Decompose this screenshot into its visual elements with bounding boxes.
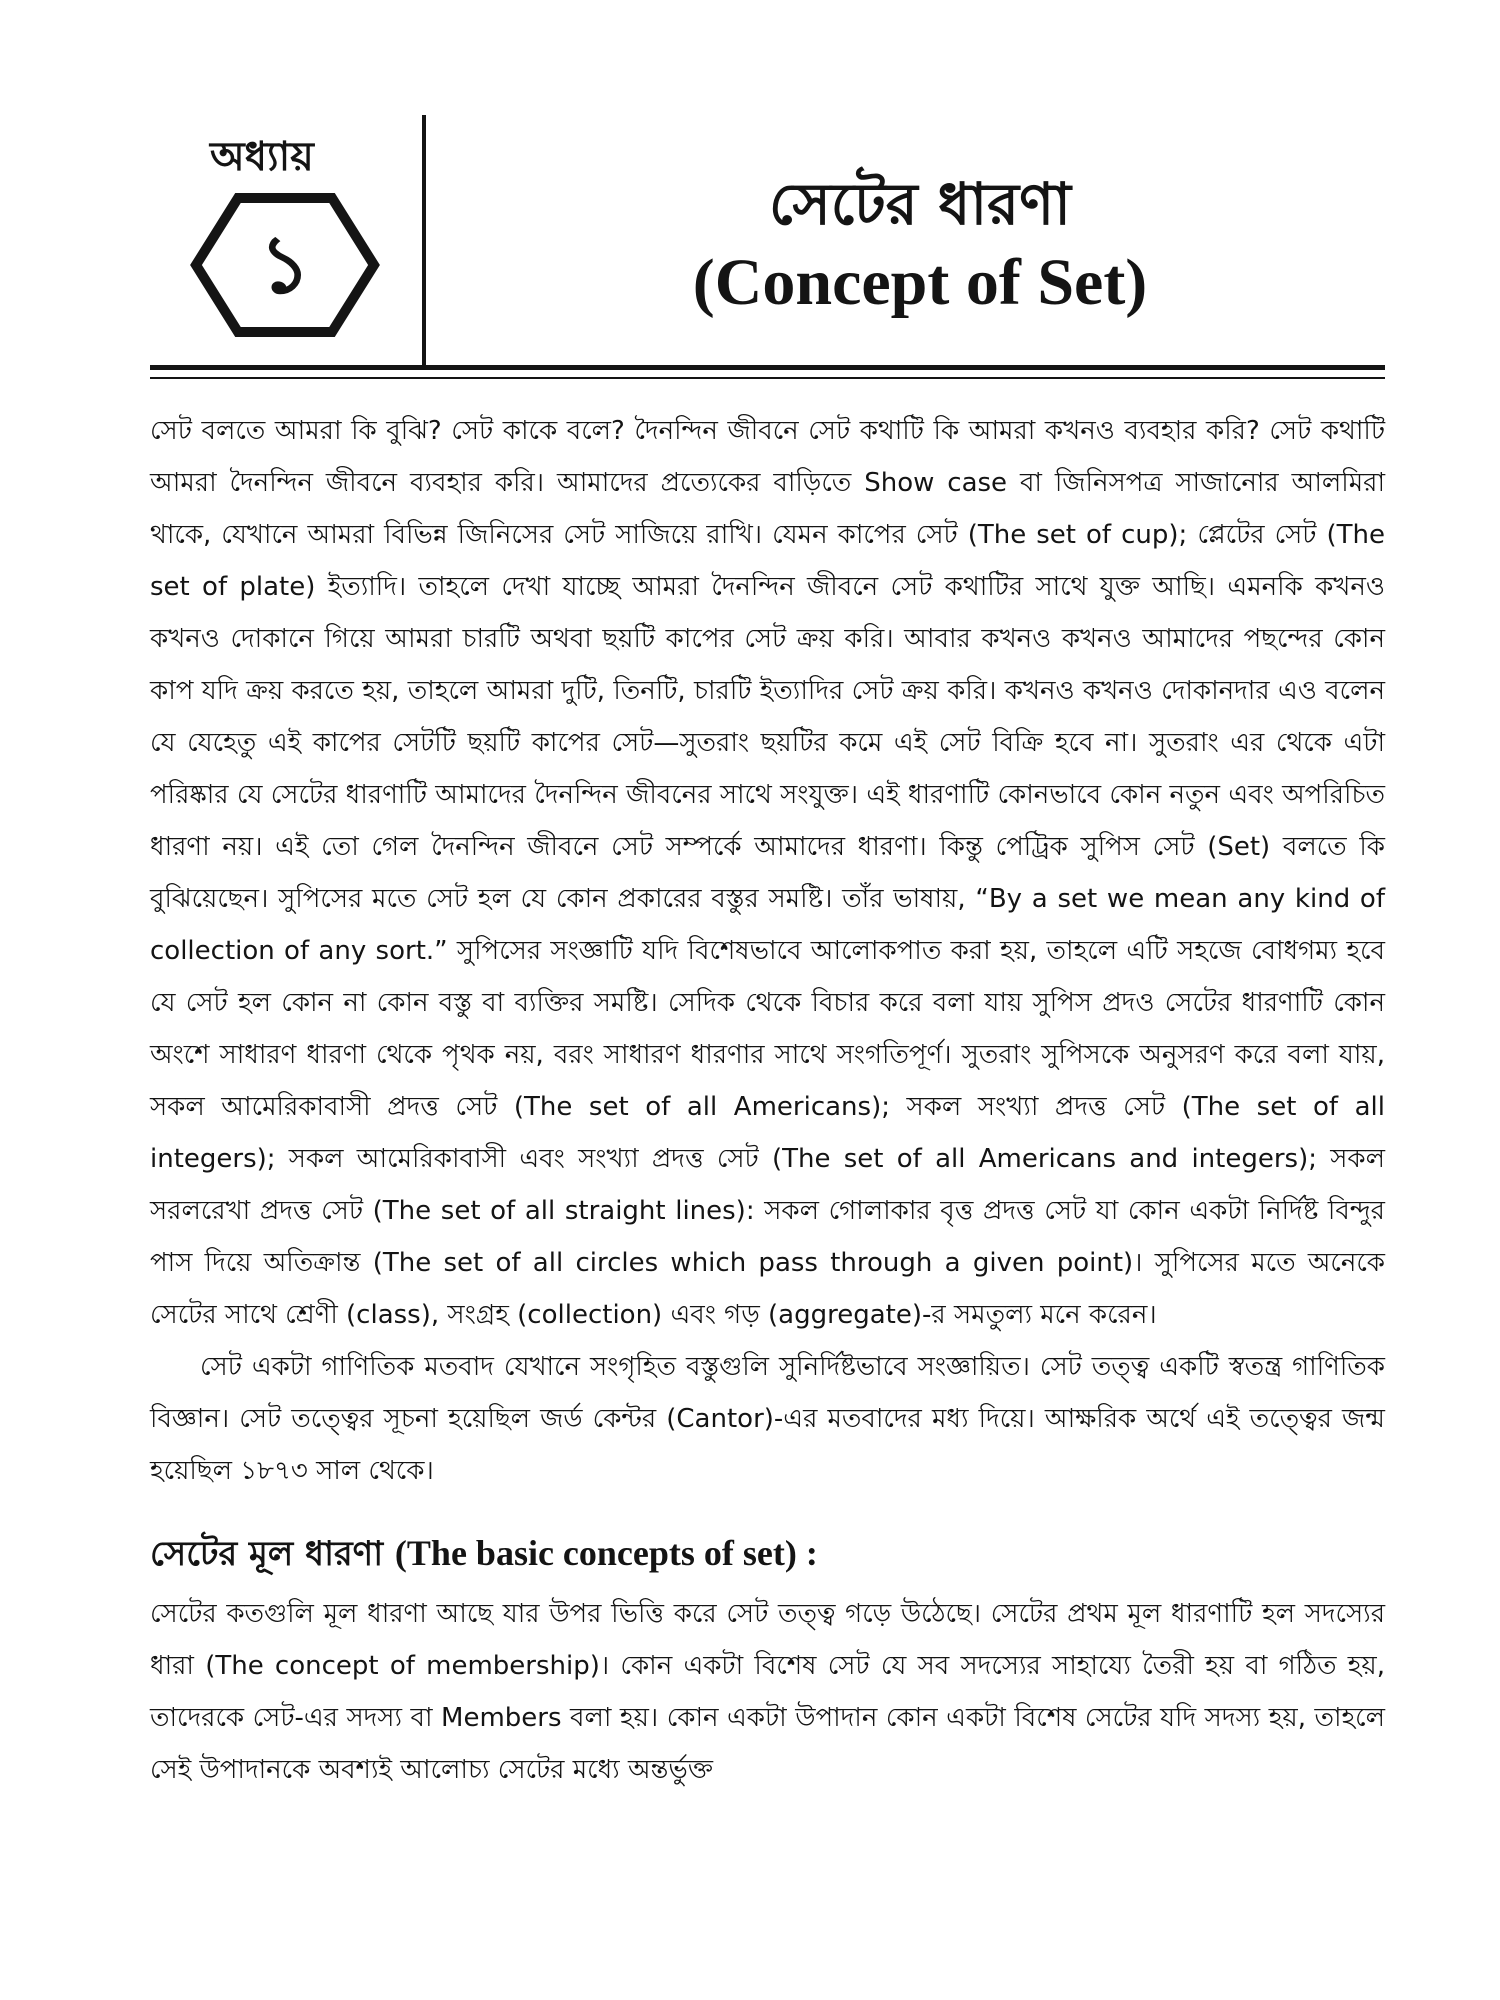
- chapter-label: অধ্যায়: [210, 133, 314, 180]
- chapter-title-english: (Concept of Set): [692, 246, 1148, 319]
- section-heading-bengali: সেটের মূল ধারণা: [150, 1534, 384, 1574]
- chapter-title-bengali: সেটের ধারণা: [769, 170, 1071, 238]
- chapter-number: ১: [259, 218, 311, 311]
- hexagon-chapter-badge: [190, 190, 380, 340]
- paragraph: সেটের কতগুলি মূল ধারণা আছে যার উপর ভিত্তি করে সেট তত্ত্ব গড়ে উঠেছে। সেটের প্রথম মূল ধারণাটি হল সদস্যের ধারা (The concept of membership)। কোন একটা বিশেষ সেট যে সব সদস্যের সাহায্যে তৈরী হয় বা গঠিত হয়, তাদেরকে সেট-এর সদস্য বা Members বলা হয়। কোন একটা উপাদান কোন একটা বিশেষ সেটের যদি সদস্য হয়, তাহলে সেই উপাদানকে অবশ্যই আলোচ্য সেটের মধ্যে অন্তর্ভুক্ত: [150, 1599, 1385, 1785]
- section-heading: [150, 1523, 1385, 1584]
- chapter-header: [150, 95, 1385, 365]
- header-vertical-divider: [422, 115, 426, 365]
- paragraph: সেট একটা গাণিতিক মতবাদ যেখানে সংগৃহিত বস্তুগুলি সুনির্দিষ্টভাবে সংজ্ঞায়িত। সেট তত্ত্ব একটি স্বতন্ত্র গাণিতিক বিজ্ঞান। সেট তত্ত্বের সূচনা হয়েছিল জর্ড কেন্টর (Cantor)-এর মতবাদের মধ্য দিয়ে। আক্ষরিক অর্থে এই তত্ত্বের জন্ম হয়েছিল ১৮৭৩ সাল থেকে।: [150, 1352, 1385, 1486]
- header-divider-thin: [150, 377, 1385, 379]
- paragraph: সেট বলতে আমরা কি বুঝি? সেট কাকে বলে? দৈনন্দিন জীবনে সেট কথাটি কি আমরা কখনও ব্যবহার করি? সেট কথাটি আমরা দৈনন্দিন জীবনে ব্যবহার করি। আমাদের প্রত্যেকের বাড়িতে Show case বা জিনিসপত্র সাজানোর আলমিরা থাকে, যেখানে আমরা বিভিন্ন জিনিসের সেট সাজিয়ে রাখি। যেমন কাপের সেট (The set of cup); প্লেটের সেট (The set of plate) ইত্যাদি। তাহলে দেখা যাচ্ছে আমরা দৈনন্দিন জীবনে সেট কথাটির সাথে যুক্ত আছি। এমনকি কখনও কখনও দোকানে গিয়ে আমরা চারটি অথবা ছয়টি কাপের সেট ক্রয় করি। আবার কখনও কখনও আমাদের পছন্দের কোন কাপ যদি ক্রয় করতে হয়, তাহলে আমরা দুটি, তিনটি, চারটি ইত্যাদির সেট ক্রয় করি। কখনও কখনও দোকানদার এও বলেন যে যেহেতু এই কাপের সেটটি ছয়টি কাপের সেট—সুতরাং ছয়টির কমে এই সেট বিক্রি হবে না। সুতরাং এর থেকে এটা পরিষ্কার যে সেটের ধারণাটি আমাদের দৈনন্দিন জীবনের সাথে সংযুক্ত। এই ধারণাটি কোনভাবে কোন নতুন এবং অপরিচিত ধারণা নয়। এই তো গেল দৈনন্দিন জীবনে সেট সম্পর্কে আমাদের ধারণা। কিন্তু পেট্রিক সুপিস সেট (Set) বলতে কি বুঝিয়েছেন। সুপিসের মতে সেট হল যে কোন প্রকারের বস্তুর সমষ্টি। তাঁর ভাষায়, “By a set we mean any kind of collection of any sort.” সুপিসের সংজ্ঞাটি যদি বিশেষভাবে আলোকপাত করা হয়, তাহলে এটি সহজে বোধগম্য হবে যে সেট হল কোন না কোন বস্তু বা ব্যক্তির সমষ্টি। সেদিক থেকে বিচার করে বলা যায় সুপিস প্রদও সেটের ধারণাটি কোন অংশে সাধারণ ধারণা থেকে পৃথক নয়, বরং সাধারণ ধারণার সাথে সংগতিপূর্ণ। সুতরাং সুপিসকে অনুসরণ করে বলা যায়, সকল আমেরিকাবাসী প্রদত্ত সেট (The set of all Americans); সকল সংখ্যা প্রদত্ত সেট (The set of all integers); সকল আমেরিকাবাসী এবং সংখ্যা প্রদত্ত সেট (The set of all Americans and integers); সকল সরলরেখা প্রদত্ত সেট (The set of all straight lines): সকল গোলাকার বৃত্ত প্রদত্ত সেট যা কোন একটা নির্দিষ্ট বিন্দুর পাস দিয়ে অতিক্রান্ত (The set of all circles which pass through a given point)। সুপিসের মতে অনেকে সেটের সাথে শ্রেণী (class), সংগ্রহ (collection) এবং গড় (aggregate)-র সমতুল্য মনে করেন।: [150, 416, 1385, 1330]
- chapter-body: [150, 405, 1385, 1796]
- header-divider-thick: [150, 365, 1385, 370]
- section-heading-english: (The basic concepts of set) :: [394, 1533, 818, 1573]
